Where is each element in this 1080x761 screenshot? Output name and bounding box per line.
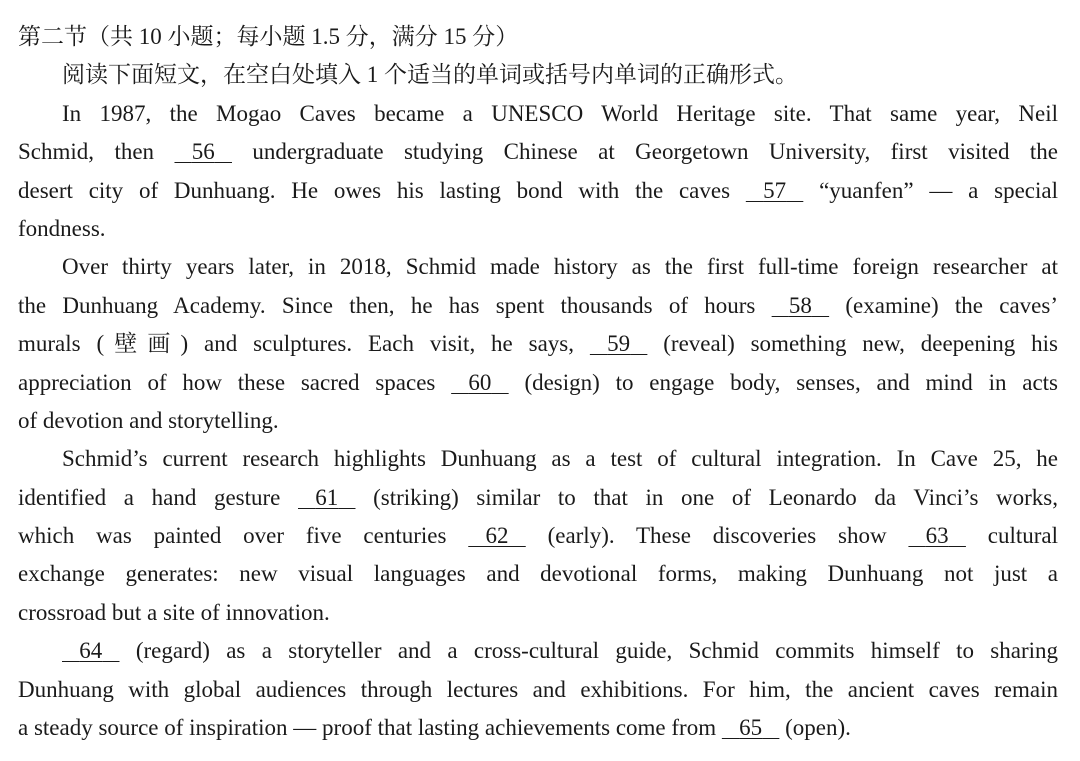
section-heading: 第二节（共 10 小题；每小题 1.5 分，满分 15 分） [18, 24, 519, 49]
p1-line-3 [18, 172, 1058, 210]
blank-56[interactable]: 56 [191, 139, 215, 165]
p4-text: (regard) as a storyteller and a cross-cultural guide, Schmid commits himself to sharing [119, 638, 1058, 664]
blank-64[interactable]: 64 [79, 638, 103, 664]
blank-60[interactable]: 60 [468, 369, 492, 395]
p2-line-4 [18, 364, 1058, 402]
section-instruction: 阅读下面短文，在空白处填入 1 个适当的单词或括号内单词的正确形式。 [62, 62, 798, 88]
p4-line-3 [18, 709, 1058, 747]
p1-text: “yuanfen” — a special [803, 177, 1058, 203]
p1-text: undergraduate studying Chinese at Georgetown University, first visited the [231, 139, 1058, 165]
blank-62[interactable]: 62 [485, 523, 509, 549]
p3-text: exchange generates: new visual languages and devotional forms, making Dunhuang not just a [18, 561, 1058, 587]
p2-text: (reveal) something new, deepening his [647, 331, 1058, 357]
p1-text: desert city of Dunhuang. He owes his lasting bond with the caves [18, 177, 746, 203]
blank-59[interactable]: 59 [607, 331, 631, 357]
p3-line-3 [18, 517, 1058, 555]
p3-line-4 [18, 555, 1058, 593]
p3-text: crossroad but a site of innovation. [18, 599, 330, 625]
p3-text: which was painted over five centuries [18, 523, 469, 549]
p2-text: murals (壁画) and sculptures. Each visit, he says, [18, 331, 590, 357]
p2-text: (design) to engage body, senses, and mind in acts [508, 369, 1059, 395]
p2-text: the Dunhuang Academy. Since then, he has spent thousands of hours [18, 292, 772, 318]
p2-text: of devotion and storytelling. [18, 407, 279, 433]
p4-line-2 [18, 671, 1058, 709]
blank-58[interactable]: 58 [788, 292, 812, 318]
p1-line-1 [18, 95, 1058, 133]
p3-line-2 [18, 479, 1058, 517]
p3-text: (early). These discoveries show [525, 523, 909, 549]
p4-line-1 [18, 632, 1058, 670]
p2-line-2 [18, 287, 1058, 325]
p1-line-4 [18, 210, 1058, 248]
p3-text: Schmid’s current research highlights Dunhuang as a test of cultural integration. In Cave 25, he [62, 446, 1058, 472]
p1-text: Schmid, then [18, 139, 175, 165]
blank-65[interactable]: 65 [739, 715, 763, 741]
p2-line-1 [18, 248, 1058, 286]
p4-text: a steady source of inspiration — proof that lasting achievements come from [18, 715, 722, 741]
p3-text: identified a hand gesture [18, 484, 298, 510]
p3-line-1 [18, 440, 1058, 478]
blank-61[interactable]: 61 [315, 484, 339, 510]
p2-text: (examine) the caves’ [829, 292, 1058, 318]
p3-text: cultural [965, 523, 1058, 549]
p4-text: Dunhuang with global audiences through lectures and exhibitions. For him, the ancient caves remain [18, 676, 1058, 702]
p2-line-3 [18, 325, 1058, 363]
p3-line-5 [18, 594, 1058, 632]
p2-text: appreciation of how these sacred spaces [18, 369, 452, 395]
p1-text: fondness. [18, 215, 106, 241]
p3-text: (striking) similar to that in one of Leonardo da Vinci’s works, [355, 484, 1058, 510]
p1-text: In 1987, the Mogao Caves became a UNESCO World Heritage site. That same year, Neil [62, 100, 1058, 126]
p4-text: (open). [779, 715, 851, 741]
p2-text: Over thirty years later, in 2018, Schmid made history as the first full-time foreign researcher at [62, 254, 1058, 280]
blank-57[interactable]: 57 [763, 177, 787, 203]
p1-line-2 [18, 133, 1058, 171]
blank-63[interactable]: 63 [925, 523, 949, 549]
p2-line-5 [18, 402, 1058, 440]
